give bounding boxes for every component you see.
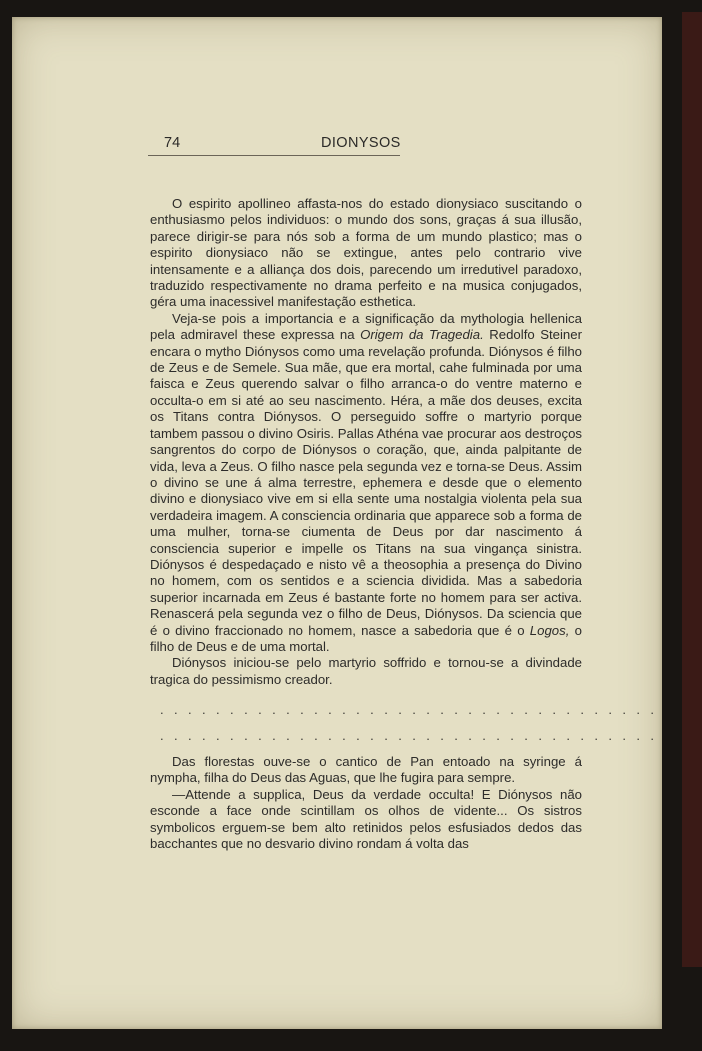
paragraph-2-part-1: Veja-se pois a importancia e a significação da mythologia hellenica pela admiravel these expressa na (150, 310, 582, 343)
paragraph-2-part-2: Redolfo Steiner encara o mytho Diónysos como uma revelação profunda. Diónysos é filho de Zeus e de Semele. Sua mãe, que era mortal, cahe fulminada por uma faisca e Zeus querendo salvar o filho arranca-o do ventre materno e occulta-o em si até ao seu nascimento. Héra, a mãe dos deuses, excita os Titans contra Diónysos. O perseguido soffre o martyrio porque tambem passou o divino Osiris. Pallas Athéna vae procurar aos destroços sangrentos do corpo de Diónysos o coração, que, ainda palpitante de vida, leva a Zeus. O filho nasce pela segunda vez e torna-se Deus. Assim o divino se une á alma terrestre, ephemera e desde que o elemento divino e dionysiaco vive em si ella sente uma nostalgia violenta pela sua verdadeira imagem. A consciencia ordinaria que apparece sob a forma de uma mulher, torna-se ciumenta de Deus por dar nascimento á consciencia superior e impelle os Titans na sua vingança sinistra. Diónysos é despedaçado e nisto vê a theosophia a presença do Divino no homem, com os sentidos e a sciencia dividida. Mas a sabedoria superior incarnada em Zeus é bastante forte no homem para ser activa. Renascerá pela segunda vez o filho de Deus, Diónysos. Da sciencia que é o divino fraccionado no homem, nasce a sabedoria que é o (150, 327, 582, 638)
page-number: 74 (164, 135, 181, 151)
body-text-block (150, 196, 582, 688)
logos-term: Logos, (529, 622, 570, 638)
paragraph-2 (150, 311, 582, 656)
paragraph-2-part-3: o filho de Deus e de uma mortal. (150, 622, 582, 654)
binding-edge (682, 12, 702, 967)
paragraph-4: Das florestas ouve-se o cantico de Pan entoado na syringe á nympha, filha do Deus das Aguas, que lhe fugira para sempre. (150, 754, 582, 786)
paragraph-5: —Attende a supplica, Deus da verdade occulta! E Diónysos não esconde a face onde scintillam os olhos de vidente... Os sistros symbolicos erguem-se bem alto retinidos pelos esfusiados dedos das bacchantes que no desvario divino rondam á volta das (150, 786, 582, 852)
section-separator-dots-1: .................................... (160, 702, 665, 717)
section-separator-dots-2: .................................... (160, 728, 665, 743)
book-title-origem-da-tragedia: Origem da Tragedia. (360, 327, 484, 343)
running-title: DIONYSOS (321, 135, 401, 151)
body-text-block-2 (150, 754, 582, 852)
running-header (148, 133, 400, 156)
paragraph-3: Diónysos iniciou-se pelo martyrio soffrido e tornou-se a divindade tragica do pessimismo creador. (150, 655, 582, 687)
paragraph-1: O espirito apollineo affasta-nos do estado dionysiaco suscitando o enthusiasmo pelos individuos: o mundo dos sons, graças á sua illusão, parece dirigir-se para nós sob a forma de um mundo plastico; mas o espirito dionysiaco não se extingue, antes pelo contrario vive intensamente e a alliança dos dois, parecendo um irredutivel paradoxo, traduzido respectivamente no drama perfeito e na musica conjugados, géra uma inacessivel manifestação esthetica. (150, 196, 582, 310)
